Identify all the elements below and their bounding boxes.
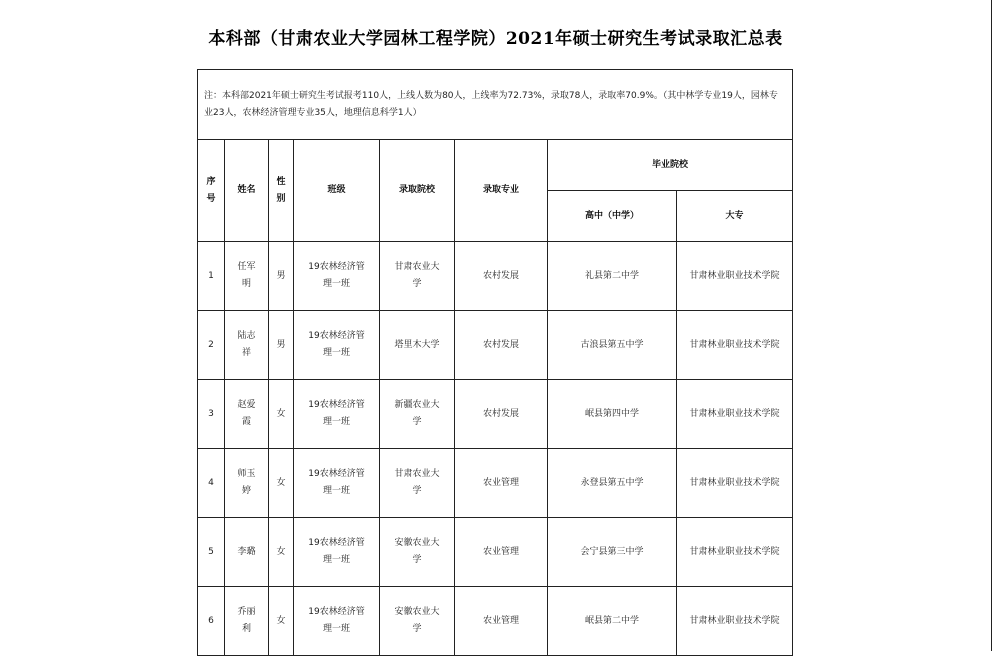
row-high-school: 古浪县第五中学 (548, 311, 677, 380)
row-college: 甘肃林业职业技术学院 (677, 311, 793, 380)
row-college: 甘肃林业职业技术学院 (677, 380, 793, 449)
row-class: 19农林经济管理一班 (294, 311, 380, 380)
row-high-school: 岷县第四中学 (548, 380, 677, 449)
row-name: 任军明 (225, 242, 269, 311)
row-college: 甘肃林业职业技术学院 (677, 242, 793, 311)
header-row-1 (198, 140, 793, 191)
row-gender: 女 (269, 518, 294, 587)
row-name: 赵爱霞 (225, 380, 269, 449)
header-college: 大专 (677, 191, 793, 242)
header-major: 录取专业 (455, 140, 548, 242)
row-high-school: 永登县第五中学 (548, 449, 677, 518)
admission-table (197, 69, 793, 656)
header-gender: 性别 (269, 140, 294, 242)
row-college: 甘肃林业职业技术学院 (677, 518, 793, 587)
row-class: 19农林经济管理一班 (294, 380, 380, 449)
row-class: 19农林经济管理一班 (294, 518, 380, 587)
right-border-line (991, 0, 992, 651)
header-high-school: 高中（中学） (548, 191, 677, 242)
row-gender: 男 (269, 311, 294, 380)
row-index: 2 (198, 311, 225, 380)
row-school: 甘肃农业大学 (380, 449, 455, 518)
row-college: 甘肃林业职业技术学院 (677, 587, 793, 656)
row-class: 19农林经济管理一班 (294, 242, 380, 311)
row-name: 陆志祥 (225, 311, 269, 380)
table-row (198, 449, 793, 518)
row-class: 19农林经济管理一班 (294, 449, 380, 518)
row-high-school: 岷县第二中学 (548, 587, 677, 656)
row-major: 农业管理 (455, 449, 548, 518)
header-index: 序号 (198, 140, 225, 242)
row-college: 甘肃林业职业技术学院 (677, 449, 793, 518)
table-note: 注：本科部2021年硕士研究生考试报考110人，上线人数为80人，上线率为72.73%，录取78人，录取率70.9%。（其中林学专业19人，园林专业23人，农林经济管理专业35人，地理信息科学1人） (198, 70, 793, 140)
table-row (198, 587, 793, 656)
row-index: 5 (198, 518, 225, 587)
row-major: 农村发展 (455, 311, 548, 380)
header-school: 录取院校 (380, 140, 455, 242)
row-gender: 男 (269, 242, 294, 311)
row-name: 李璐 (225, 518, 269, 587)
table-row (198, 380, 793, 449)
row-high-school: 会宁县第三中学 (548, 518, 677, 587)
header-name: 姓名 (225, 140, 269, 242)
row-school: 新疆农业大学 (380, 380, 455, 449)
header-class: 班级 (294, 140, 380, 242)
row-school: 安徽农业大学 (380, 518, 455, 587)
row-major: 农村发展 (455, 242, 548, 311)
row-name: 乔丽利 (225, 587, 269, 656)
row-major: 农业管理 (455, 518, 548, 587)
row-index: 3 (198, 380, 225, 449)
note-row (198, 70, 793, 140)
row-school: 塔里木大学 (380, 311, 455, 380)
row-index: 6 (198, 587, 225, 656)
page-title: 本科部（甘肃农业大学园林工程学院）2021年硕士研究生考试录取汇总表 (208, 29, 783, 49)
row-high-school: 礼县第二中学 (548, 242, 677, 311)
row-gender: 女 (269, 380, 294, 449)
table-row (198, 242, 793, 311)
row-name: 师玉婷 (225, 449, 269, 518)
row-major: 农业管理 (455, 587, 548, 656)
row-school: 甘肃农业大学 (380, 242, 455, 311)
row-major: 农村发展 (455, 380, 548, 449)
row-index: 4 (198, 449, 225, 518)
row-gender: 女 (269, 449, 294, 518)
table-row (198, 518, 793, 587)
row-index: 1 (198, 242, 225, 311)
table-row (198, 311, 793, 380)
row-gender: 女 (269, 587, 294, 656)
row-class: 19农林经济管理一班 (294, 587, 380, 656)
row-school: 安徽农业大学 (380, 587, 455, 656)
header-grad-school: 毕业院校 (548, 140, 793, 191)
